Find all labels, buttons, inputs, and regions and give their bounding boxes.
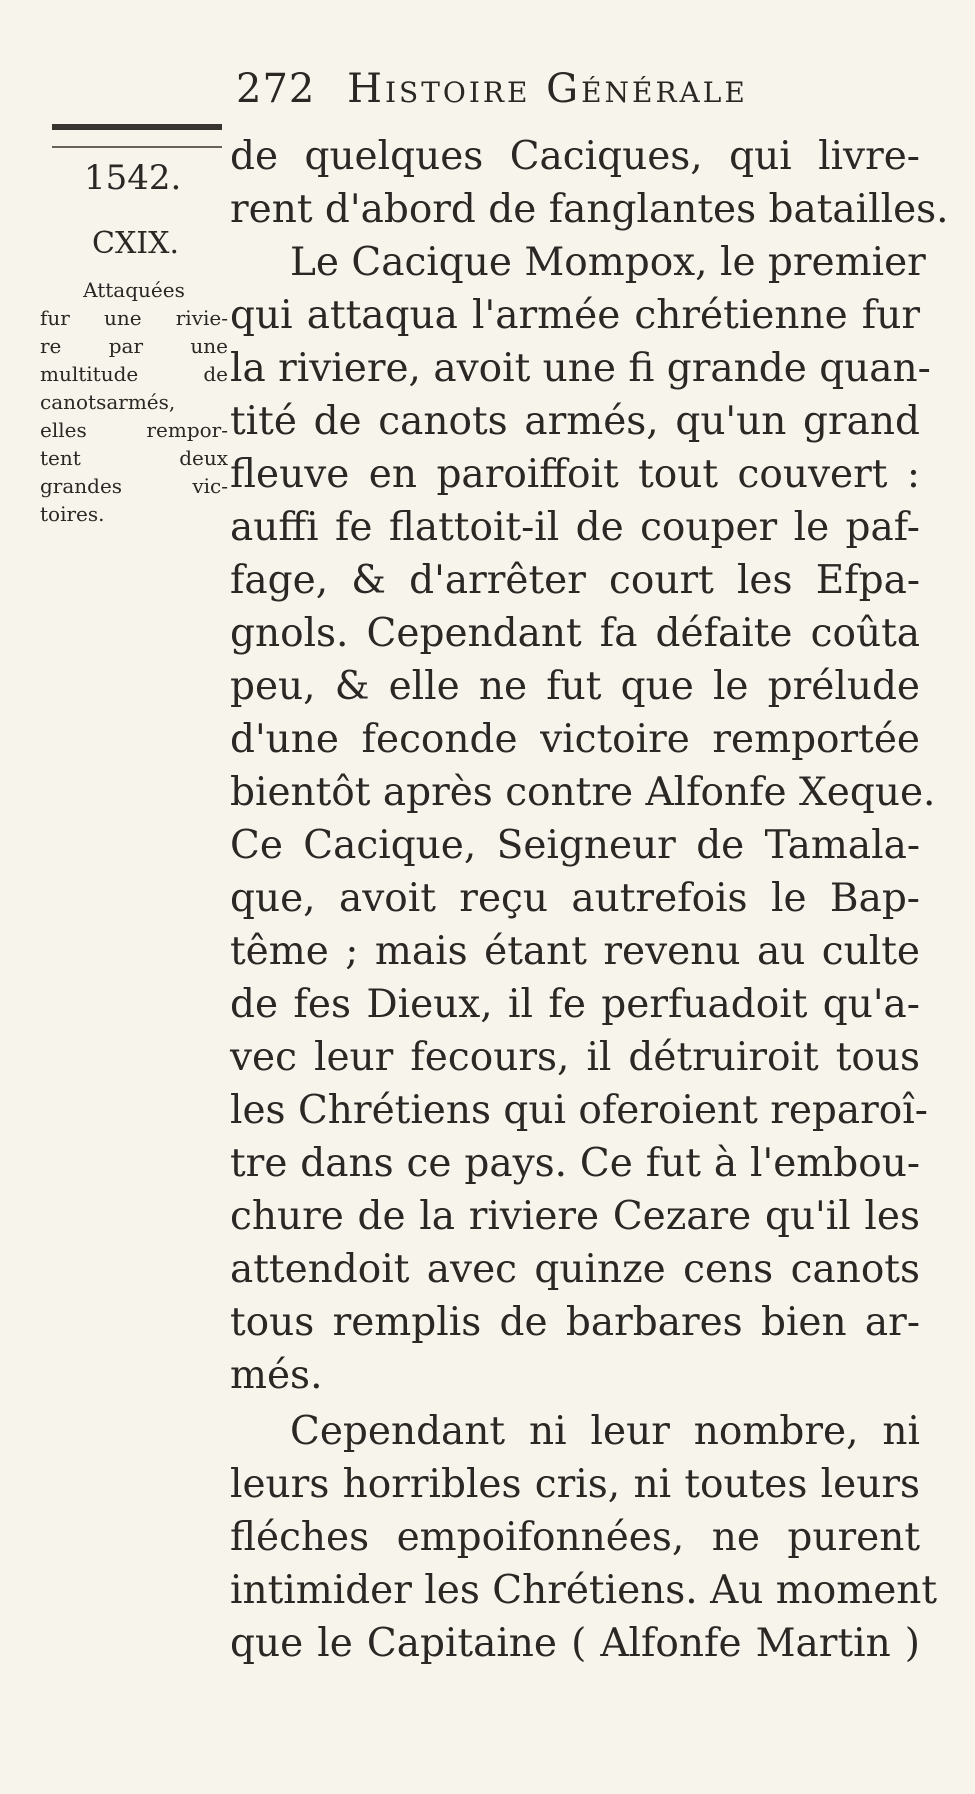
text-line: gnols. Cependant fa défaite coûta (230, 611, 920, 656)
text-line: la riviere, avoit une fi grande quan- (230, 346, 931, 391)
text-line: que le Capitaine ( Alfonfe Martin ) (230, 1621, 920, 1666)
text-line: peu, & elle ne fut que le prélude (230, 664, 920, 709)
margin-note-line: grandes vic- (40, 474, 228, 498)
text-line: auffi fe flattoit-il de couper le paf- (230, 505, 920, 550)
text-line: fléches empoifonnées, ne purent (230, 1515, 920, 1560)
text-line: rent d'abord de fanglantes batailles. (230, 187, 949, 232)
text-line: més. (230, 1353, 323, 1398)
margin-note-line: canotsarmés, (40, 390, 176, 414)
margin-note (40, 276, 228, 528)
page-number: 272 (236, 66, 316, 112)
text-line: fage, & d'arrêter court les Efpa- (230, 558, 920, 603)
text-line: que, avoit reçu autrefois le Bap- (230, 876, 920, 921)
page-title: Histoire Générale (347, 66, 748, 112)
margin-note-line: toires. (40, 502, 105, 526)
text-line: de quelques Caciques, qui livre- (230, 134, 920, 179)
margin-year: 1542. (84, 158, 182, 198)
text-line: qui attaqua l'armée chrétienne fur (230, 293, 920, 338)
body-text (230, 130, 949, 1670)
text-line: fleuve en paroiffoit tout couvert : (230, 452, 920, 497)
text-line: tité de canots armés, qu'un grand (230, 399, 920, 444)
text-line: Cependant ni leur nombre, ni (290, 1409, 920, 1454)
text-line: bientôt après contre Alfonfe Xeque. (230, 770, 936, 815)
text-line: attendoit avec quinze cens canots (230, 1247, 920, 1292)
margin-note-line: re par une (40, 334, 228, 358)
text-line: vec leur fecours, il détruiroit tous (230, 1035, 920, 1080)
text-line: intimider les Chrétiens. Au moment (230, 1568, 938, 1613)
text-line: les Chrétiens qui oferoient reparoî- (230, 1088, 928, 1133)
text-line: chure de la riviere Cezare qu'il les (230, 1194, 920, 1239)
margin-note-line: fur une rivie- (40, 306, 228, 330)
section-number: CXIX. (92, 226, 180, 261)
margin-note-line: tent deux (40, 446, 228, 470)
text-line: tre dans ce pays. Ce fut à l'embou- (230, 1141, 920, 1186)
text-line: tous remplis de barbares bien ar- (230, 1300, 920, 1345)
margin-note-line: elles rempor- (40, 418, 228, 442)
text-line: tême ; mais étant revenu au culte (230, 929, 920, 974)
text-line: de fes Dieux, il fe perfuadoit qu'a- (230, 982, 920, 1027)
text-line: leurs horribles cris, ni toutes leurs (230, 1462, 920, 1507)
text-line: Le Cacique Mompox, le premier (290, 240, 926, 285)
text-line: Ce Cacique, Seigneur de Tamala- (230, 823, 920, 868)
margin-note-line: multitude de (40, 362, 228, 386)
text-line: d'une feconde victoire remportée (230, 717, 920, 762)
running-header (236, 66, 916, 120)
margin-note-line: Attaquées (83, 278, 185, 302)
rule-line (52, 146, 222, 148)
ornamental-rule (52, 124, 222, 130)
